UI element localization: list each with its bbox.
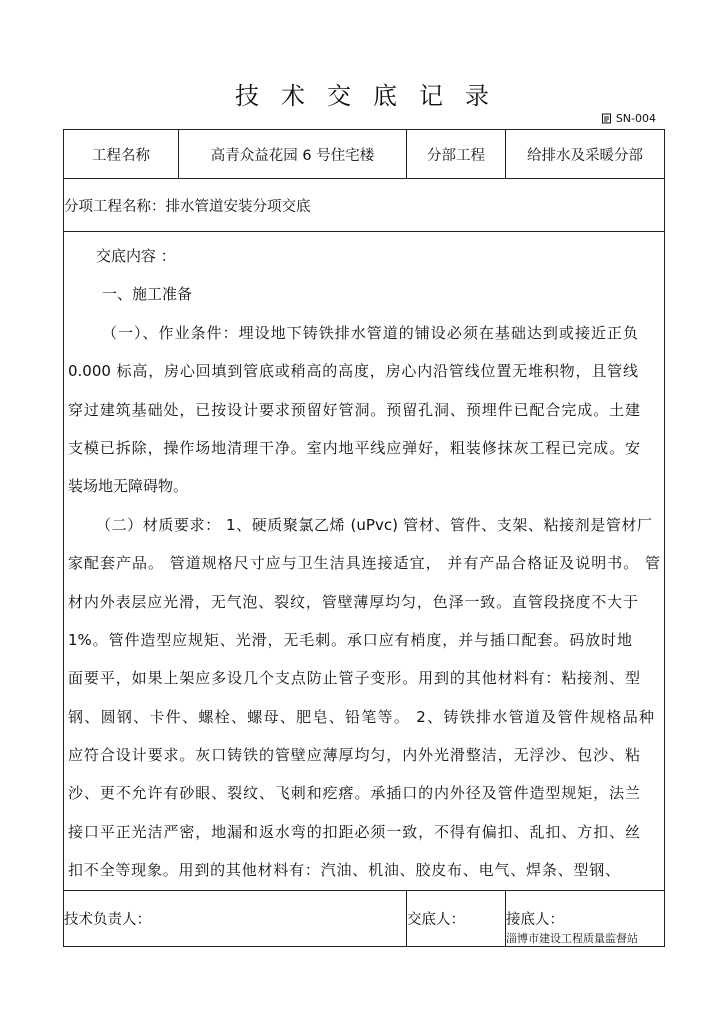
content-line: 1%。管件造型应规矩、光滑，无毛刺。承口应有梢度，并与插口配套。码放时地	[68, 630, 632, 649]
content-line: 一、施工准备	[102, 285, 193, 304]
content-line: 钢、圆钢、卡件、螺栓、螺母、肥皂、铅笔等。 2、铸铁排水管道及管件规格品种	[68, 707, 654, 726]
project-name-value: 高青众益花园 6 号住宅楼	[179, 130, 407, 179]
content-line: （二）材质要求： 1、硬质聚氯乙烯 (uPvc) 管材、管件、支架、粘接剂是管材厂	[96, 515, 652, 534]
form-code-text: SN-004	[615, 112, 656, 125]
disclosure-content	[64, 232, 664, 890]
content-line: 支模已拆除，操作场地清理干净。室内地平线应弹好，粗装修抹灰工程已完成。安	[68, 438, 640, 457]
header-row	[64, 130, 665, 179]
content-line: 穿过建筑基础处，已按设计要求预留好管洞。预留孔洞、预埋件已配合完成。土建	[68, 400, 640, 419]
content-line: 面要平，如果上架应多设几个支点防止管子变形。用到的其他材料有：粘接剂、型	[68, 669, 640, 688]
content-row	[64, 232, 665, 891]
content-line: 装场地无障碍物。	[68, 477, 189, 496]
content-line: 应符合设计要求。灰口铸铁的管壁应薄厚均匀，内外光滑整洁，无浮沙、包沙、粘	[68, 746, 640, 765]
receiver-signature: 接底人：	[506, 890, 665, 946]
content-line: （一）、作业条件：埋设地下铸铁排水管道的铺设必须在基础达到或接近正负	[102, 323, 638, 342]
content-line: 交底内容 ：	[96, 247, 176, 265]
discloser-signature: 交底人：	[407, 890, 506, 946]
content-cell	[64, 232, 665, 891]
project-name-label: 工程名称	[64, 130, 179, 179]
content-line: 材内外表层应光滑，无气泡、裂纹，管壁薄厚均匀，色泽一致。直管段挠度不大于	[68, 592, 638, 611]
document-title: 技术交底记录	[235, 82, 511, 110]
content-line: 沙、更不允许有砂眼、裂纹、飞刺和疙瘩。承插口的内外径及管件造型规矩，法兰	[68, 784, 640, 803]
division-label: 分部工程	[407, 130, 506, 179]
division-value: 给排水及采暖分部	[506, 130, 665, 179]
content-line: 0.000 标高，房心回填到管底或稍高的高度，房心内沿管线位置无堆积物，且管线	[68, 362, 638, 381]
subitem-row	[64, 179, 665, 232]
content-line: 扣不全等现象。用到的其他材料有：汽油、机油、胶皮布、电气、焊条、型钢、	[68, 861, 620, 880]
document-icon	[601, 113, 612, 124]
record-table	[63, 129, 665, 947]
form-code	[601, 112, 656, 125]
content-line: 家配套产品。 管道规格尺寸应与卫生洁具连接适宜， 并有产品合格证及说明书。 管	[68, 554, 660, 573]
issuing-authority: 淄博市建设工程质量监督站	[506, 932, 638, 945]
subitem-name: 分项工程名称：排水管道安装分项交底	[64, 179, 665, 232]
tech-lead-signature: 技术负责人：	[64, 890, 407, 946]
content-line: 接口平正光洁严密，地漏和返水弯的扣距必须一致，不得有偏扣、乱扣、方扣、丝	[68, 822, 640, 841]
